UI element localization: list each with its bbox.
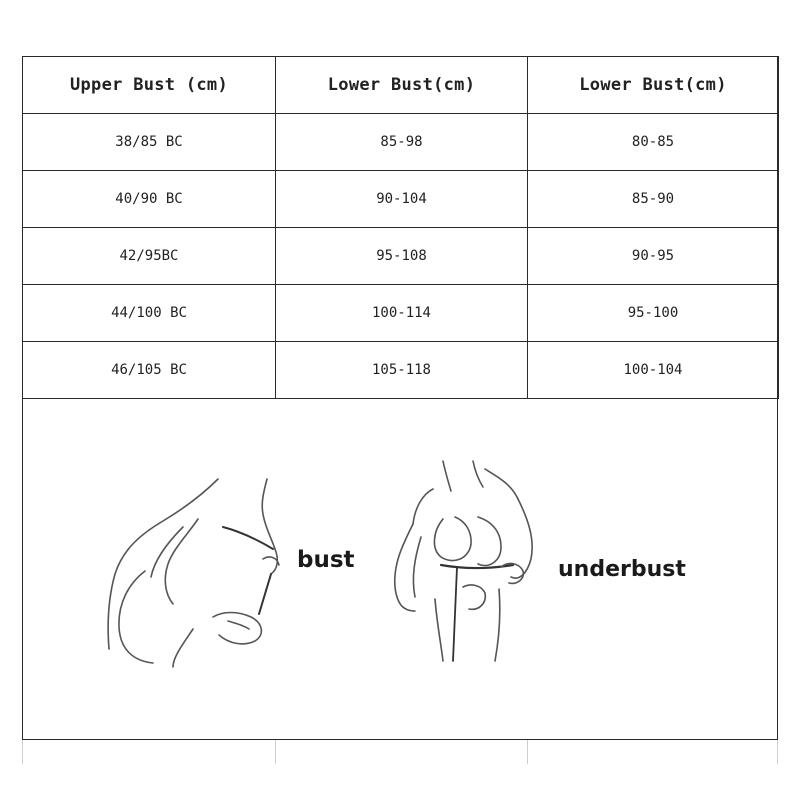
table-row — [23, 114, 779, 171]
guide-line — [777, 740, 778, 764]
guide-line — [527, 740, 528, 764]
table-cell: 80-85 — [528, 114, 779, 171]
bust-label: bust — [297, 547, 355, 573]
table-cell: 42/95BC — [23, 228, 276, 285]
table-cell: 95-108 — [276, 228, 528, 285]
table-cell: 85-98 — [276, 114, 528, 171]
table-cell: 46/105 BC — [23, 342, 276, 399]
header-lower-bust: Lower Bust(cm) — [276, 57, 528, 114]
table-row — [23, 342, 779, 399]
header-upper-bust: Upper Bust (cm) — [23, 57, 276, 114]
front-figure-underbust — [395, 461, 532, 661]
table-cell: 100-114 — [276, 285, 528, 342]
table-row — [23, 171, 779, 228]
table-cell: 90-95 — [528, 228, 779, 285]
size-chart-table — [22, 56, 779, 399]
side-figure-bust — [108, 479, 279, 667]
table-cell: 38/85 BC — [23, 114, 276, 171]
table-cell: 90-104 — [276, 171, 528, 228]
table-cell: 105-118 — [276, 342, 528, 399]
table-cell: 100-104 — [528, 342, 779, 399]
measurement-illustration — [23, 399, 777, 739]
guide-line — [275, 740, 276, 764]
header-lower-bust-2: Lower Bust(cm) — [528, 57, 779, 114]
table-row — [23, 228, 779, 285]
table-cell: 40/90 BC — [23, 171, 276, 228]
table-row — [23, 285, 779, 342]
table-cell: 95-100 — [528, 285, 779, 342]
table-cell: 85-90 — [528, 171, 779, 228]
table-header-row — [23, 57, 779, 114]
table-cell: 44/100 BC — [23, 285, 276, 342]
guide-line — [22, 740, 23, 764]
table-column-guides — [22, 740, 778, 764]
underbust-label: underbust — [558, 557, 686, 582]
